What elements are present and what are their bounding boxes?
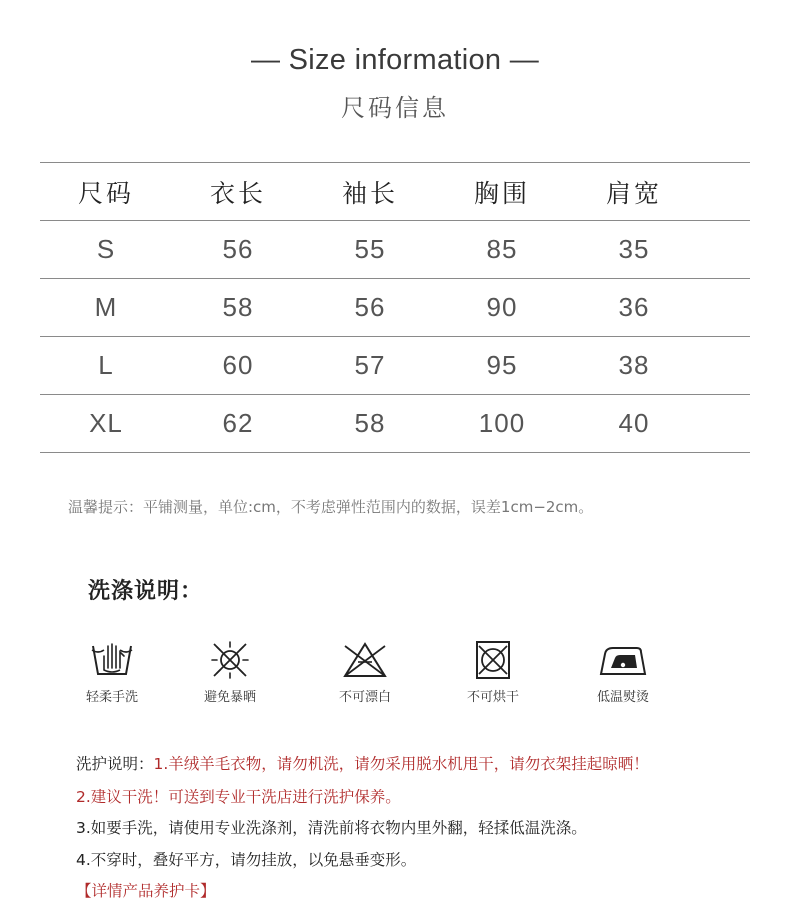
wash-item-no-tumble-dry <box>433 640 553 705</box>
table-header-row <box>40 163 750 221</box>
care-line-4: 4.不穿时，叠好平方，请勿挂放，以免悬垂变形。 <box>76 851 417 869</box>
wash-label: 不可烘干 <box>466 690 519 705</box>
cell-sleeve: 58 <box>354 408 386 438</box>
no-sun-dry-icon <box>208 640 252 680</box>
care-text-1: 1.羊绒羊毛衣物，请勿机洗，请勿采用脱水机甩干，请勿衣架挂起晾晒！ <box>153 755 649 773</box>
low-iron-icon <box>597 640 649 680</box>
cell-size: S <box>96 234 116 264</box>
wash-heading: 洗涤说明： <box>88 579 204 604</box>
care-line-3: 3.如要手洗，请使用专业洗涤剂，清洗前将衣物内里外翻，轻揉低温洗涤。 <box>76 819 587 837</box>
cell-shoulder: 40 <box>618 408 650 438</box>
title-zh: 尺码信息 <box>341 94 449 122</box>
table-row <box>40 279 750 337</box>
cell-bust: 95 <box>486 350 518 380</box>
care-line-2: 2.建议干洗！可送到专业干洗店进行洗护保养。 <box>76 788 401 806</box>
care-lead: 洗护说明： <box>76 755 154 773</box>
cell-sleeve: 57 <box>354 350 386 380</box>
measurement-note: 温馨提示：平铺测量，单位:cm，不考虑弹性范围内的数据，误差1cm−2cm。 <box>68 498 594 516</box>
care-line-1 <box>76 752 649 774</box>
wash-item-no-bleach <box>305 640 425 705</box>
cell-sleeve: 55 <box>354 234 386 264</box>
wash-label: 避免暴晒 <box>203 690 256 705</box>
wash-label: 轻柔手洗 <box>85 690 138 705</box>
cell-shoulder: 38 <box>618 350 650 380</box>
cell-length: 56 <box>222 234 254 264</box>
table-row <box>40 221 750 279</box>
table-row <box>40 337 750 395</box>
title-en: — Size information — <box>250 44 540 76</box>
no-bleach-icon <box>341 640 389 680</box>
cell-sleeve: 56 <box>354 292 386 322</box>
hand-wash-icon <box>90 640 134 680</box>
wash-label: 低温熨烫 <box>596 690 649 705</box>
header-cell-shoulder: 肩宽 <box>605 178 662 208</box>
table-row <box>40 395 750 453</box>
care-card-link: 【详情产品养护卡】 <box>76 882 216 900</box>
cell-bust: 85 <box>486 234 518 264</box>
wash-item-low-iron <box>563 640 683 705</box>
cell-bust: 90 <box>486 292 518 322</box>
wash-item-no-sun <box>170 640 290 705</box>
no-tumble-dry-icon <box>471 640 515 680</box>
header-cell-length: 衣长 <box>209 178 266 208</box>
header-cell-size: 尺码 <box>77 178 134 208</box>
wash-icon-row <box>60 640 740 720</box>
cell-size: M <box>94 292 118 322</box>
cell-bust: 100 <box>478 408 526 438</box>
cell-length: 60 <box>222 350 254 380</box>
cell-size: XL <box>89 408 123 438</box>
cell-size: L <box>98 350 114 380</box>
cell-shoulder: 36 <box>618 292 650 322</box>
wash-item-hand-wash <box>52 640 172 705</box>
cell-length: 58 <box>222 292 254 322</box>
cell-shoulder: 35 <box>618 234 650 264</box>
header-cell-bust: 胸围 <box>473 178 530 208</box>
cell-length: 62 <box>222 408 254 438</box>
header-cell-sleeve: 袖长 <box>341 178 398 208</box>
size-table <box>40 162 750 453</box>
wash-label: 不可漂白 <box>338 690 391 705</box>
